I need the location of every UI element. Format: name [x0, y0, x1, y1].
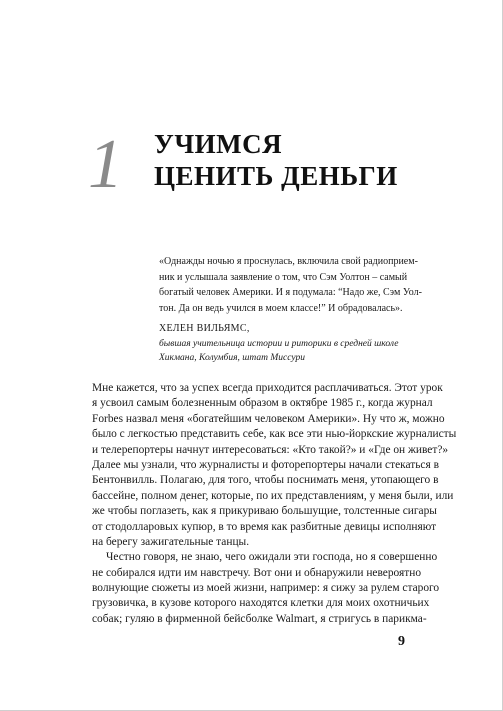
body-line: на берегу зажигательные танцы. — [92, 535, 250, 548]
chapter-number: 1 — [88, 126, 123, 203]
body-line: Далее мы узнали, что журналисты и фоторепортеры начали стекаться в — [92, 458, 439, 471]
body-text — [92, 381, 457, 627]
body-line: же чтобы поглазеть, как я прикуриваю большущие, толстенные сигары — [92, 505, 437, 518]
chapter-title-line: УЧИМСЯ — [154, 129, 283, 159]
body-line: от стодолларовых купюр, в то время как разбитные девицы исполняют — [92, 520, 437, 533]
body-line: грузовичка, в кузове которого находятся клетки для моих охотничьих — [92, 597, 430, 610]
body-line: не собирался идти им навстречу. Вот они и обнаружили невероятно — [92, 566, 422, 579]
body-line: Бентонвилль. Полагаю, для того, чтобы поснимать меня, утопающего в — [92, 474, 439, 487]
body-line: Forbes назвал меня «богатейшим человеком Америки». Ну что ж, можно — [92, 412, 445, 425]
body-line: волнующие сюжеты из моей жизни, например: я сижу за рулем старого — [92, 582, 440, 595]
epigraph-role-line: Хикмана, Колумбия, штат Миссури — [159, 352, 305, 363]
body-line: Честно говоря, не знаю, чего ожидали эти господа, но я совершенно — [106, 551, 438, 564]
body-line: и телерепортеры начнут интересоваться: «Кто такой?» и «Где он живет?» — [92, 443, 449, 456]
epigraph-quote-line: богатый человек Америки. И я подумала: “Надо же, Сэм Уол- — [159, 287, 422, 298]
epigraph-role-line: бывшая учительница истории и риторики в средней школе — [159, 338, 399, 349]
body-line: было с легкостью представить себе, как все эти нью-йоркские журналисты — [92, 428, 457, 441]
chapter-heading — [88, 126, 398, 203]
body-line: собак; гуляю в фирменной бейсболке Walmart, я стригусь в парикма- — [92, 612, 427, 625]
epigraph-quote-line: «Однажды ночью я проснулась, включила свой радиоприем- — [159, 256, 418, 267]
epigraph-author: ХЕЛЕН ВИЛЬЯМС, — [159, 323, 250, 334]
epigraph-quote-line: ник и услышала заявление о том, что Сэм Уолтон – самый — [159, 271, 408, 283]
epigraph-author-role — [159, 337, 417, 365]
epigraph-quote — [159, 254, 422, 316]
chapter-title — [154, 128, 398, 192]
epigraph — [159, 254, 422, 365]
page-number: 9 — [398, 634, 405, 649]
body-line: Мне кажется, что за успех всегда приходится расплачиваться. Этот урок — [92, 382, 443, 394]
epigraph-quote-line: тон. Да он ведь учился в моем классе!” И обрадовалась». — [159, 302, 403, 314]
body-line: я усвоил самым болезненным образом в октябре 1985 г., когда журнал — [92, 397, 433, 410]
body-line: бассейне, полном денег, которые, по их представлениям, у меня были, или — [92, 489, 454, 502]
chapter-title-line: ЦЕНИТЬ ДЕНЬГИ — [154, 161, 398, 191]
